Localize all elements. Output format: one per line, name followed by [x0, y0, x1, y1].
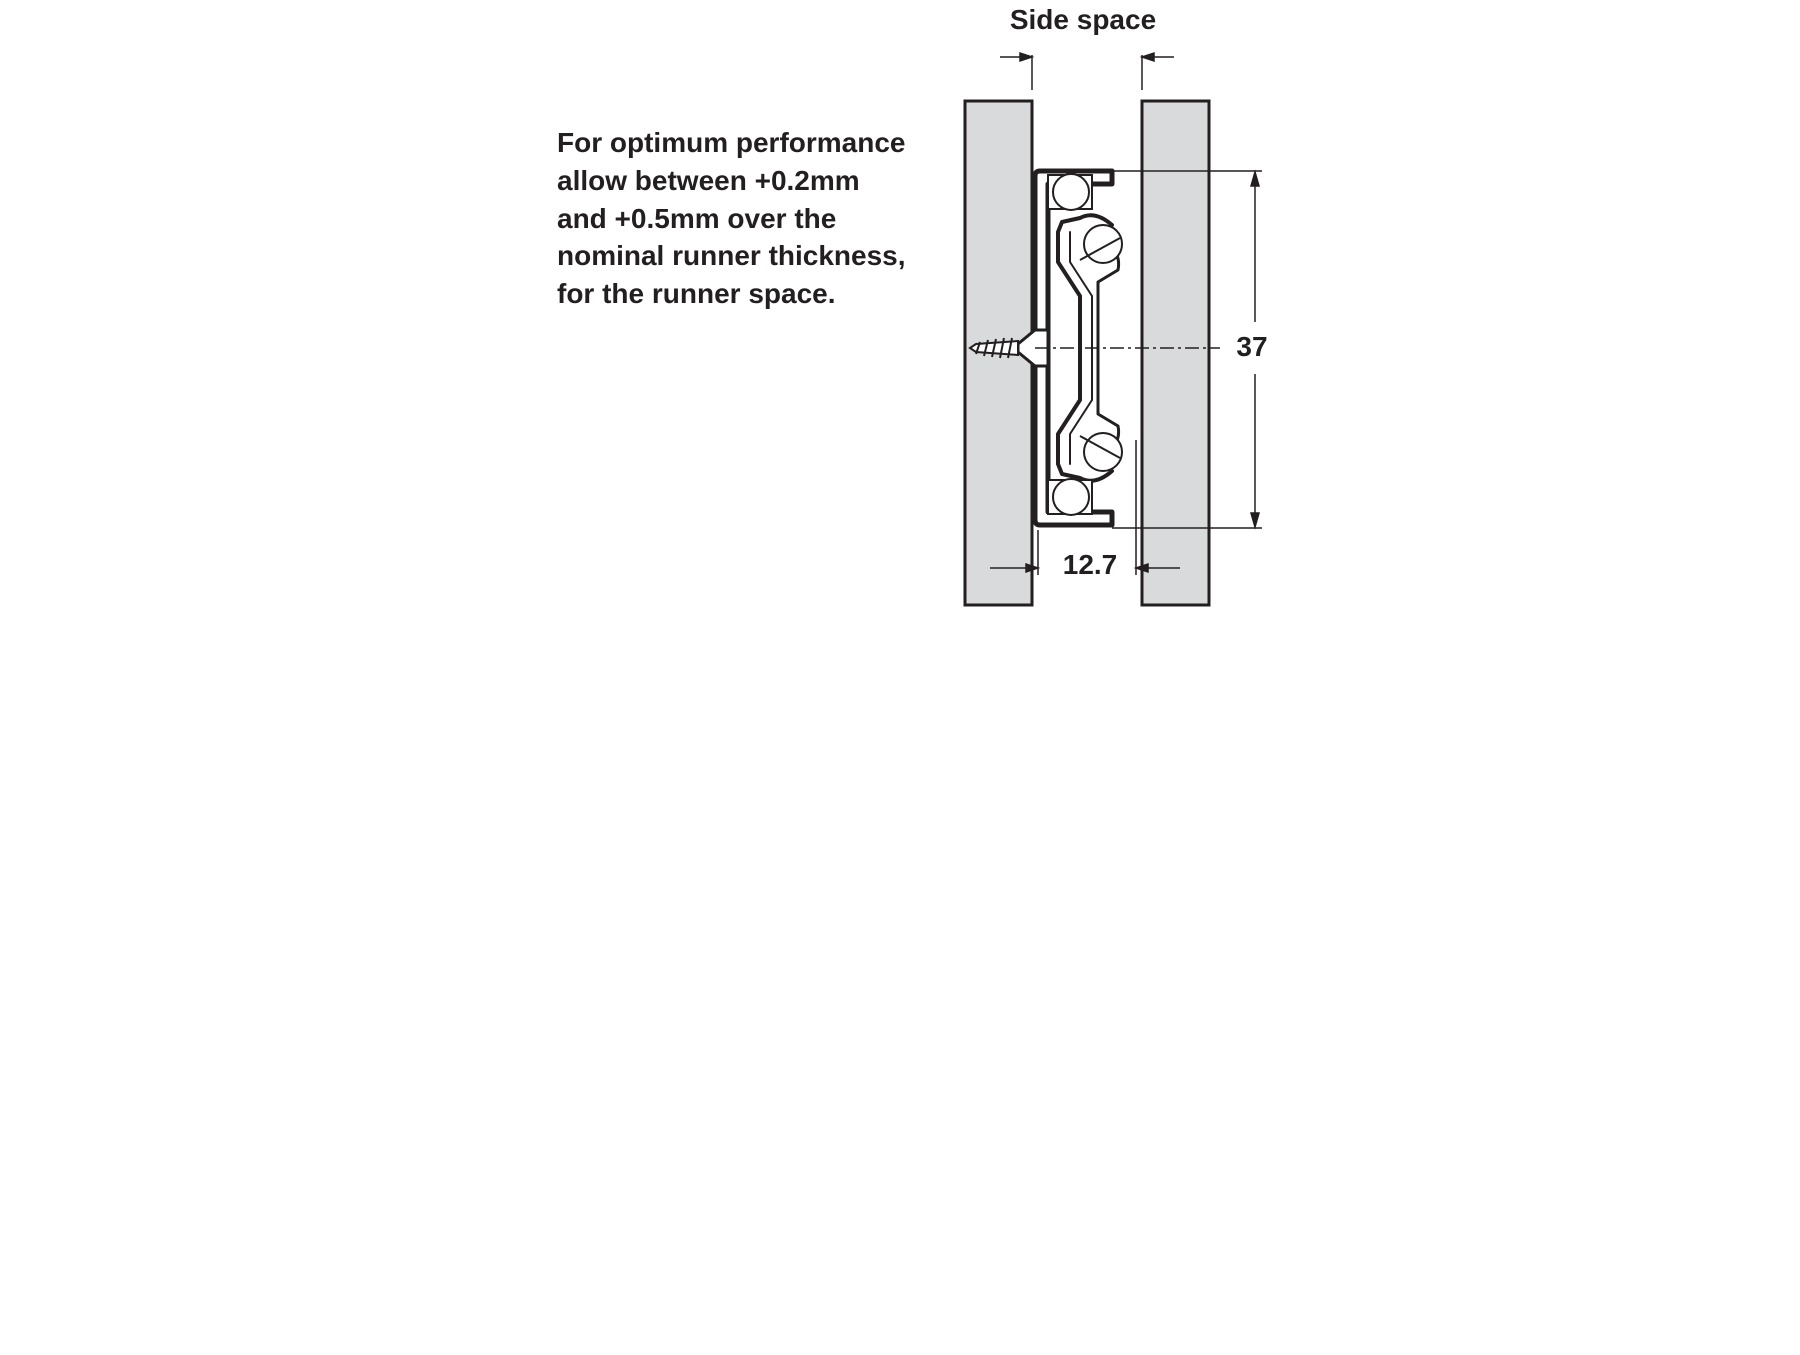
bearing-ball-bottom-right — [1084, 433, 1122, 471]
note-line: allow between +0.2mm — [557, 165, 860, 196]
note-line: for the runner space. — [557, 278, 836, 309]
note-line: For optimum performance — [557, 127, 906, 158]
note-line: and +0.5mm over the — [557, 203, 837, 234]
bearing-ball-bottom-left — [1053, 479, 1089, 515]
drawer-side-panel — [1142, 101, 1209, 605]
installation-note — [557, 127, 906, 309]
side-space-dimension — [1000, 53, 1174, 90]
note-line: nominal runner thickness, — [557, 240, 906, 271]
height-dimension-value: 37 — [1236, 331, 1268, 362]
side-space-label: Side space — [1009, 4, 1157, 35]
bearing-ball-top-left — [1053, 174, 1089, 210]
bearing-ball-top-right — [1084, 225, 1122, 263]
thickness-dimension-value: 12.7 — [1062, 549, 1118, 580]
